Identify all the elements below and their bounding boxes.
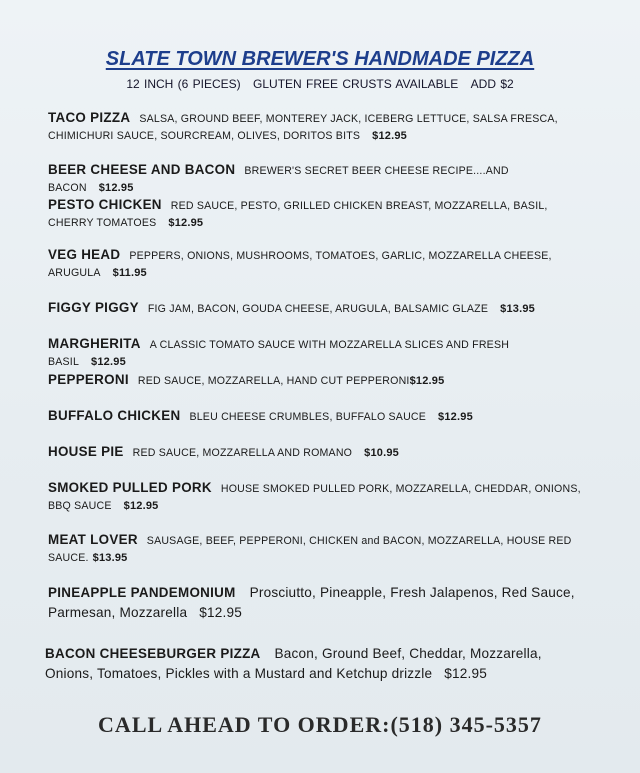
item-desc: Prosciutto, Pineapple, Fresh Jalapenos, Red Sauce, Parmesan, Mozzarella xyxy=(48,585,575,620)
item-name: VEG HEAD xyxy=(48,247,121,262)
subtitle-size: 12 INCH (6 PIECES) xyxy=(126,77,241,91)
menu-item-bacon-cheeseburger xyxy=(45,644,565,684)
item-desc: FIG JAM, BACON, GOUDA CHEESE, ARUGULA, BALSAMIC GLAZE xyxy=(147,303,489,315)
item-name: PEPPERONI xyxy=(48,372,129,387)
item-desc: HOUSE SMOKED PULLED PORK, MOZZARELLA, CHEDDAR, ONIONS, BBQ SAUCE xyxy=(48,483,581,512)
menu-item-veg-head xyxy=(48,246,588,282)
item-desc: Bacon, Ground Beef, Cheddar, Mozzarella, Onions, Tomatoes, Pickles with a Mustard and Ketchup drizzle xyxy=(45,646,542,681)
item-name: MEAT LOVER xyxy=(48,532,138,547)
item-name: SMOKED PULLED PORK xyxy=(48,480,212,495)
item-desc: PEPPERS, ONIONS, MUSHROOMS, TOMATOES, GARLIC, MOZZARELLA CHEESE, ARUGULA xyxy=(48,250,552,279)
item-name: PESTO CHICKEN xyxy=(48,197,162,212)
item-name: TACO PIZZA xyxy=(48,110,131,125)
item-desc: RED SAUCE, MOZZARELLA AND ROMANO xyxy=(132,447,353,459)
item-price: $12.95 xyxy=(199,605,243,620)
item-price: $12.95 xyxy=(91,356,126,368)
subtitle-gluten-free: GLUTEN FREE CRUSTS AVAILABLE xyxy=(253,77,459,91)
item-price: $13.95 xyxy=(500,303,535,315)
menu-item-pineapple-pandemonium xyxy=(48,583,598,623)
item-price: $12.95 xyxy=(409,375,445,387)
menu-subtitle xyxy=(0,77,640,91)
item-desc: RED SAUCE, MOZZARELLA, HAND CUT PEPPERONI xyxy=(137,375,410,387)
menu-item-margherita xyxy=(48,335,588,371)
item-price: $13.95 xyxy=(92,552,128,564)
item-price: $10.95 xyxy=(364,447,399,459)
menu-item-pepperoni xyxy=(48,371,588,390)
item-price: $12.95 xyxy=(438,411,473,423)
item-desc: RED SAUCE, PESTO, GRILLED CHICKEN BREAST, MOZZARELLA, BASIL, CHERRY TOMATOES xyxy=(48,200,548,229)
menu-item-pesto-chicken xyxy=(48,196,588,232)
item-price: $12.95 xyxy=(123,500,159,512)
item-name: FIGGY PIGGY xyxy=(48,300,139,315)
item-price: $12.95 xyxy=(168,217,204,229)
item-price: $12.95 xyxy=(444,666,488,681)
item-price: $12.95 xyxy=(372,130,408,142)
menu-item-taco-pizza xyxy=(48,109,588,145)
menu-item-figgy-piggy xyxy=(48,299,588,318)
menu-title: SLATE TOWN BREWER'S HANDMADE PIZZA xyxy=(105,48,535,70)
item-desc: SAUSAGE, BEEF, PEPPERONI, CHICKEN and BACON, MOZZARELLA, HOUSE RED SAUCE. xyxy=(48,535,572,564)
menu-item-buffalo-chicken xyxy=(48,407,588,426)
item-price: $12.95 xyxy=(98,182,134,194)
subtitle-add-price: ADD $2 xyxy=(470,77,514,91)
item-name: PINEAPPLE PANDEMONIUM xyxy=(48,585,236,600)
item-desc: A CLASSIC TOMATO SAUCE WITH MOZZARELLA SLICES AND FRESH BASIL xyxy=(48,339,510,368)
menu-item-meat-lover xyxy=(48,531,588,567)
menu-item-house-pie xyxy=(48,443,588,462)
menu-item-smoked-pulled-pork xyxy=(48,479,588,515)
call-ahead-footer: CALL AHEAD TO ORDER:(518) 345-5357 xyxy=(98,712,542,737)
item-name: BACON CHEESEBURGER PIZZA xyxy=(45,646,261,661)
item-price: $11.95 xyxy=(112,267,147,279)
item-desc: SALSA, GROUND BEEF, MONTEREY JACK, ICEBERG LETTUCE, SALSA FRESCA, CHIMICHURI SAUCE, SOURCREAM, OLIVES, DORITOS BITS xyxy=(48,113,558,142)
item-name: BEER CHEESE AND BACON xyxy=(48,162,236,177)
item-desc: BREWER'S SECRET BEER CHEESE RECIPE....AND BACON xyxy=(48,165,509,194)
item-desc: BLEU CHEESE CRUMBLES, BUFFALO SAUCE xyxy=(189,411,427,423)
item-name: BUFFALO CHICKEN xyxy=(48,408,181,423)
item-name: MARGHERITA xyxy=(48,336,141,351)
menu-item-beer-cheese-bacon xyxy=(48,161,588,197)
item-name: HOUSE PIE xyxy=(48,444,124,459)
